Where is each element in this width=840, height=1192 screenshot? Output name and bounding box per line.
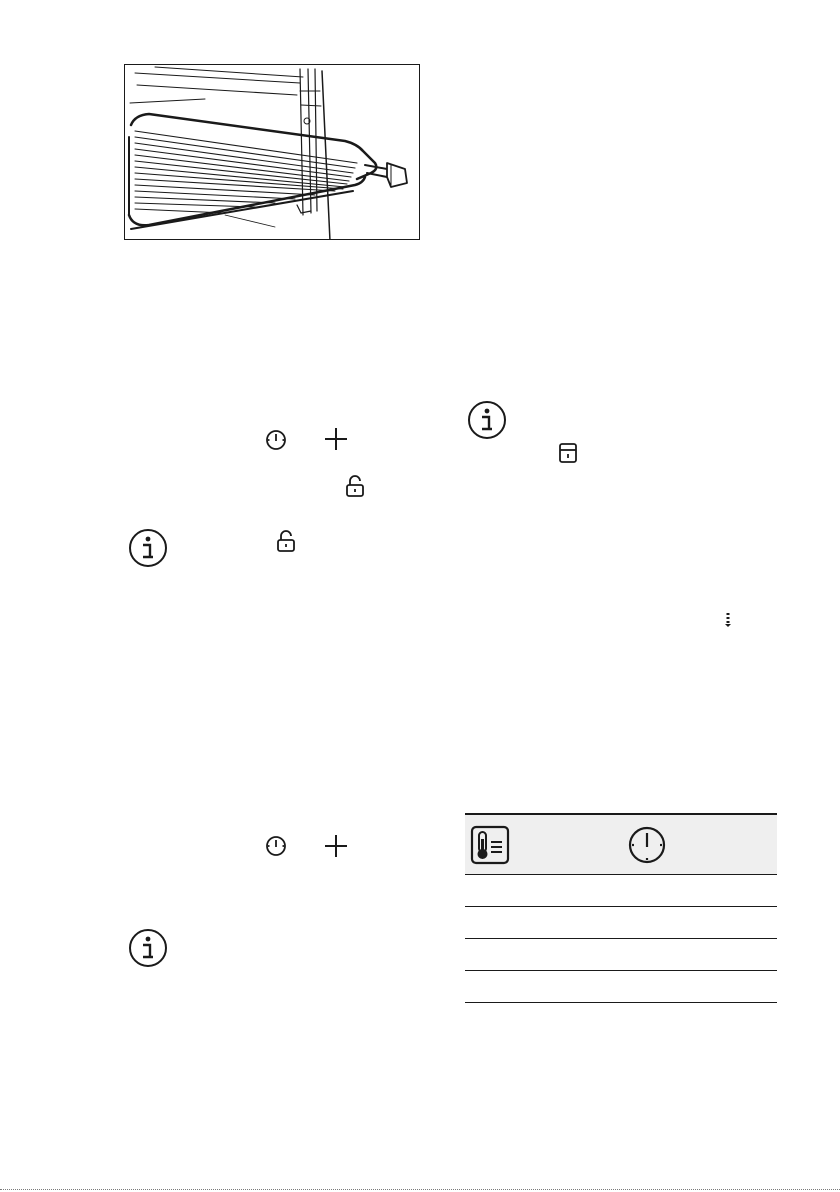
oven-shelf-illustration bbox=[124, 64, 420, 240]
settings-table bbox=[465, 813, 777, 1007]
thermometer-display-icon bbox=[470, 825, 510, 865]
table-row bbox=[465, 971, 777, 1003]
lock-closed-icon bbox=[558, 442, 578, 464]
table-row bbox=[465, 939, 777, 971]
lock-open-icon bbox=[276, 530, 296, 552]
info-icon bbox=[128, 528, 168, 568]
plus-icon bbox=[324, 834, 348, 858]
vertical-dots-icon bbox=[724, 612, 732, 628]
page-bottom-rule bbox=[0, 1189, 840, 1190]
table-header bbox=[465, 813, 777, 875]
info-icon bbox=[467, 400, 507, 440]
clock-icon bbox=[265, 429, 287, 451]
table-row bbox=[465, 875, 777, 907]
lock-open-icon bbox=[345, 475, 365, 497]
plus-icon bbox=[324, 427, 348, 451]
clock-icon bbox=[265, 835, 287, 857]
table-row bbox=[465, 907, 777, 939]
info-icon bbox=[128, 928, 168, 968]
clock-icon bbox=[627, 825, 667, 865]
